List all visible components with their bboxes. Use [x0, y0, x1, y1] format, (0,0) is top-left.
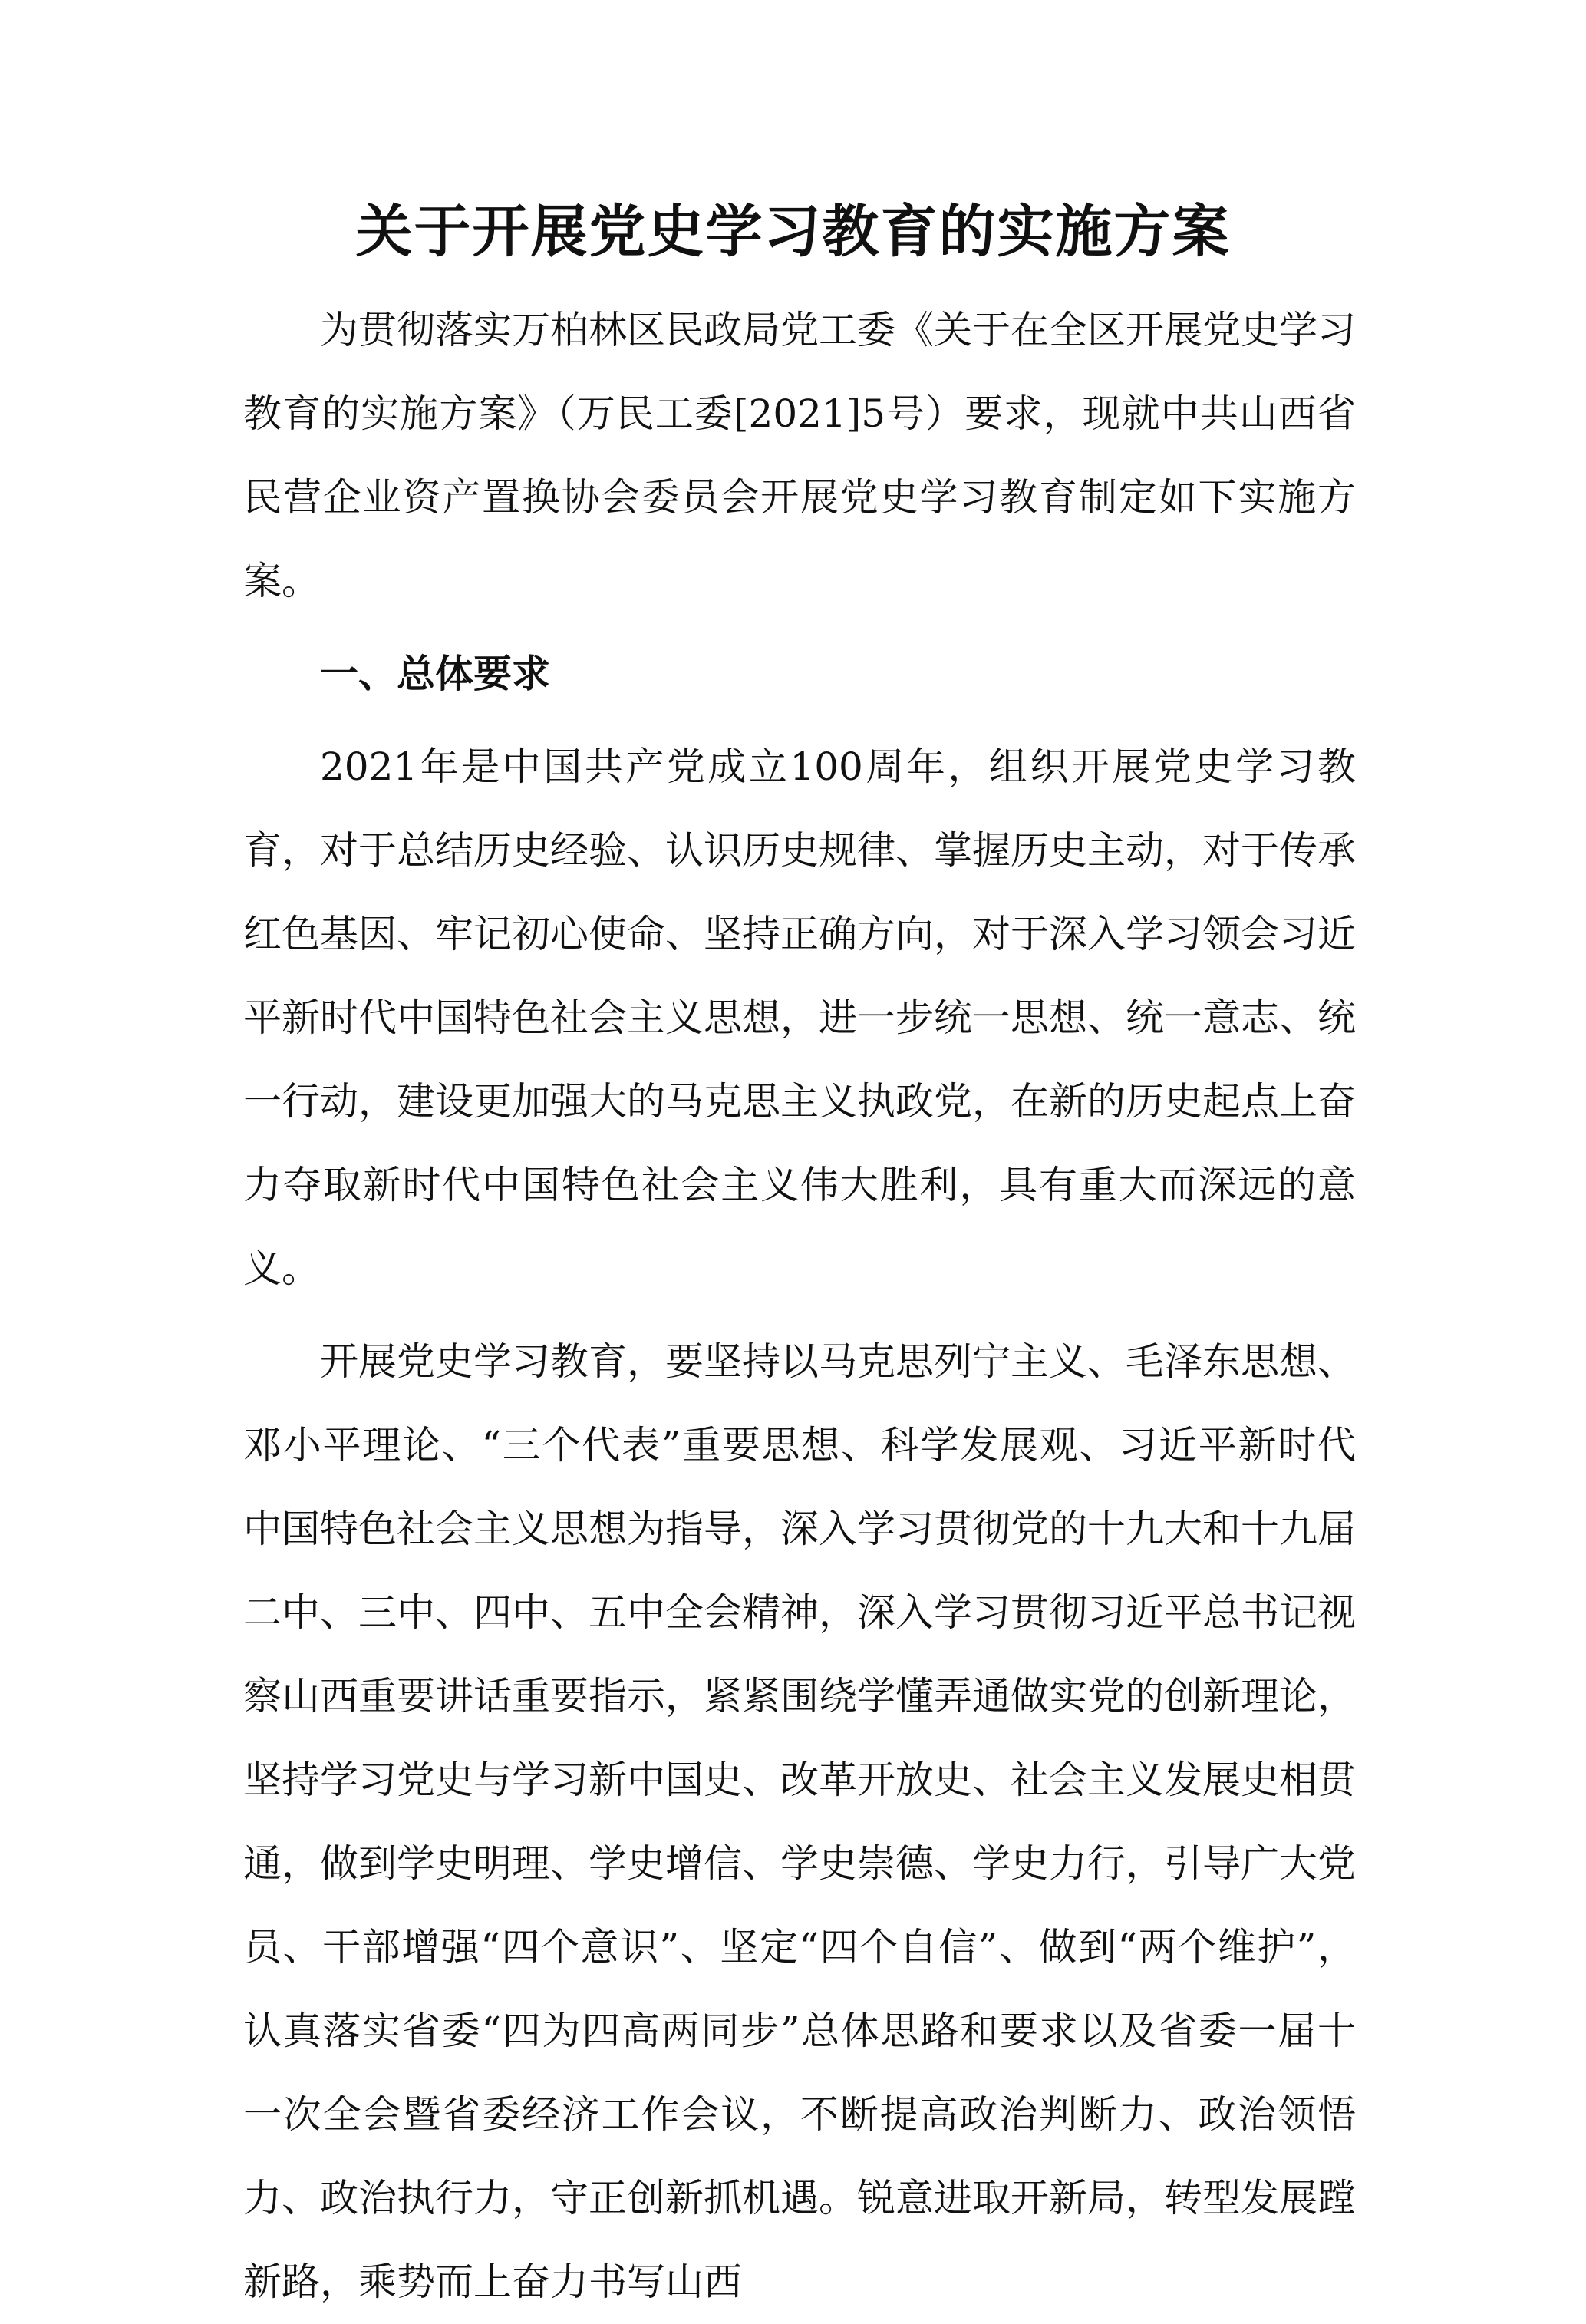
spacer	[243, 1311, 1356, 1320]
section-paragraph: 开展党史学习教育，要坚持以马克思列宁主义、毛泽东思想、邓小平理论、“三个代表”重要思想、科学发展观、习近平新时代中国特色社会主义思想为指导，深入学习贯彻党的十九大和十九届二中、三中、四中、五中全会精神，深入学习贯彻习近平总书记视察山西重要讲话重要指示，紧紧围绕学懂弄通做实党的创新理论，坚持学习党史与学习新中国史、改革开放史、社会主义发展史相贯通，做到学史明理、学史增信、学史崇德、学史力行，引导广大党员、干部增强“四个意识”、坚定“四个自信”、做到“两个维护”，认真落实省委“四为四高两同步”总体思路和要求以及省委一届十一次全会暨省委经济工作会议，不断提高政治判断力、政治领悟力、政治执行力，守正创新抓机遇。锐意进取开新局，转型发展蹚新路，乘势而上奋力书写山西	[243, 1339, 1356, 2304]
document-body	[243, 289, 1356, 2324]
intro-paragraph: 为贯彻落实万柏林区民政局党工委《关于在全区开展党史学习教育的实施方案》（万民工委[2021]5号）要求，现就中共山西省民营企业资产置换协会委员会开展党史学习教育制定如下实施方案。	[243, 308, 1356, 603]
section-heading: 一、总体要求	[320, 652, 550, 696]
document-title: 关于开展党史学习教育的实施方案	[355, 199, 1231, 265]
section-paragraph: 2021年是中国共产党成立100周年，组织开展党史学习教育，对于总结历史经验、认识历史规律、掌握历史主动，对于传承红色基因、牢记初心使命、坚持正确方向，对于深入学习领会习近平新时代中国特色社会主义思想，进一步统一思想、统一意志、统一行动，建设更加强大的马克思主义执政党，在新的历史起点上奋力夺取新时代中国特色社会主义伟大胜利，具有重大而深远的意义。	[243, 744, 1356, 1291]
spacer	[243, 716, 1356, 725]
spacer	[243, 623, 1356, 632]
